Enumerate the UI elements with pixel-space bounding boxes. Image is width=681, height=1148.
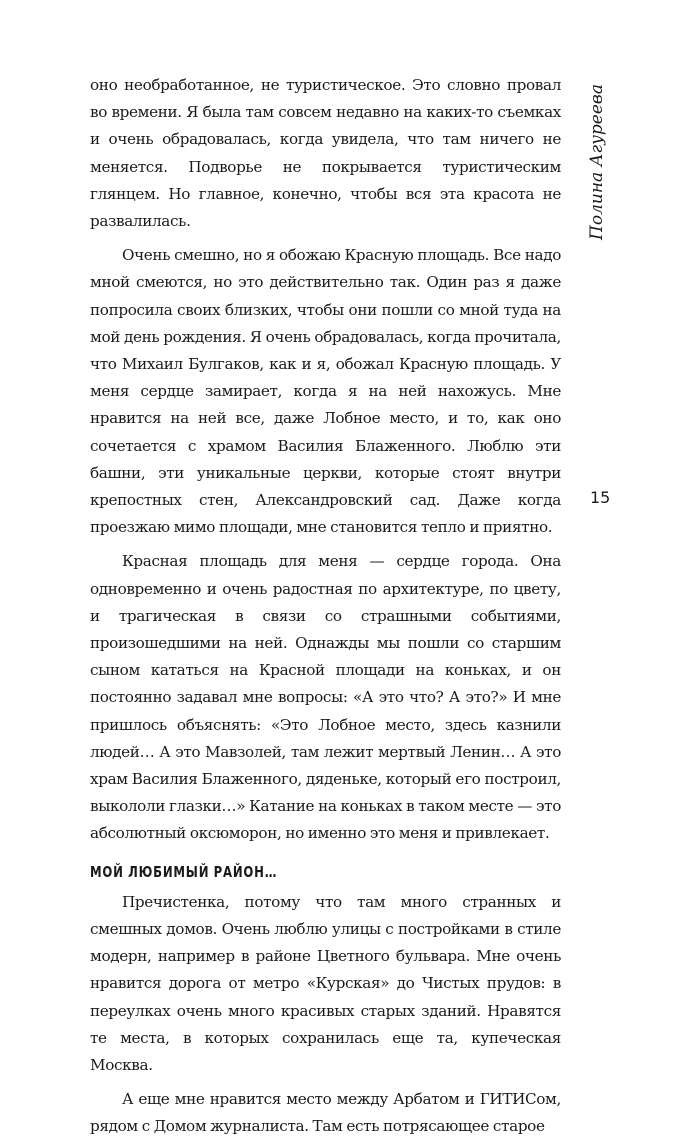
paragraph-3: Красная площадь для меня — сердце города. Она одновременно и очень радостная по архитектуре, по цвету, и трагическая в связи со страшными событиями, произошедшими на ней. Однажды мы пошли со старшим сыном кататься на Красной площади на коньках, и он постоянно задавал мне вопросы: «А это что? А это?» И мне пришлось объяснять: «Это Лобное место, здесь казнили людей… А это Мавзолей, там лежит мертвый Ленин… А это храм Василия Блаженного, дяденьке, который его построил, выкололи глазки…» Катание на коньках в таком месте — это абсолютный оксюморон, но именно это меня и привлекает. [90, 552, 561, 843]
running-head [582, 72, 612, 252]
paragraph-2: Очень смешно, но я обожаю Красную площадь. Все надо мной смеются, но это действительно так. Один раз я даже попросила своих близких, чтобы они пошли со мной туда на мой день рождения. Я очень обрадовалась, когда прочитала, что Михаил Булгаков, как и я, обожал Красную площадь. У меня сердце замирает, когда я на ней нахожусь. Мне нравится на ней все, даже Лобное место, и то, как оно сочетается с храмом Василия Блаженного. Люблю эти башни, эти уникальные церкви, которые стоят внутри крепостных стен, Александровский сад. Даже когда проезжаю мимо площади, мне становится тепло и приятно. [90, 246, 561, 537]
section-heading: МОЙ ЛЮБИМЫЙ РАЙОН… [90, 862, 278, 881]
body-text [90, 72, 561, 1148]
page-number: 15 [590, 488, 611, 507]
running-head-author: Полина Агуреева [587, 84, 607, 240]
paragraph-4: Пречистенка, потому что там много странных и смешных домов. Очень люблю улицы с постройками в стиле модерн, например в районе Цветного бульвара. Мне очень нравится дорога от метро «Курская» до Чистых прудов: в переулках очень много красивых старых зданий. Нравятся те места, в которых сохранилась еще та, купеческая Москва. [90, 892, 561, 1074]
paragraph-5: А еще мне нравится место между Арбатом и ГИТИСом, рядом с Домом журналиста. Там есть потрясающее старое [90, 1090, 561, 1136]
paragraph-1: оно необработанное, не туристическое. Это словно провал во времени. Я была там совсем недавно на каких-то съемках и очень обрадовалась, когда увидела, что там ничего не меняется. Подворье не покрывается туристическим глянцем. Но главное, конечно, чтобы вся эта красота не развалилась. [90, 76, 561, 231]
